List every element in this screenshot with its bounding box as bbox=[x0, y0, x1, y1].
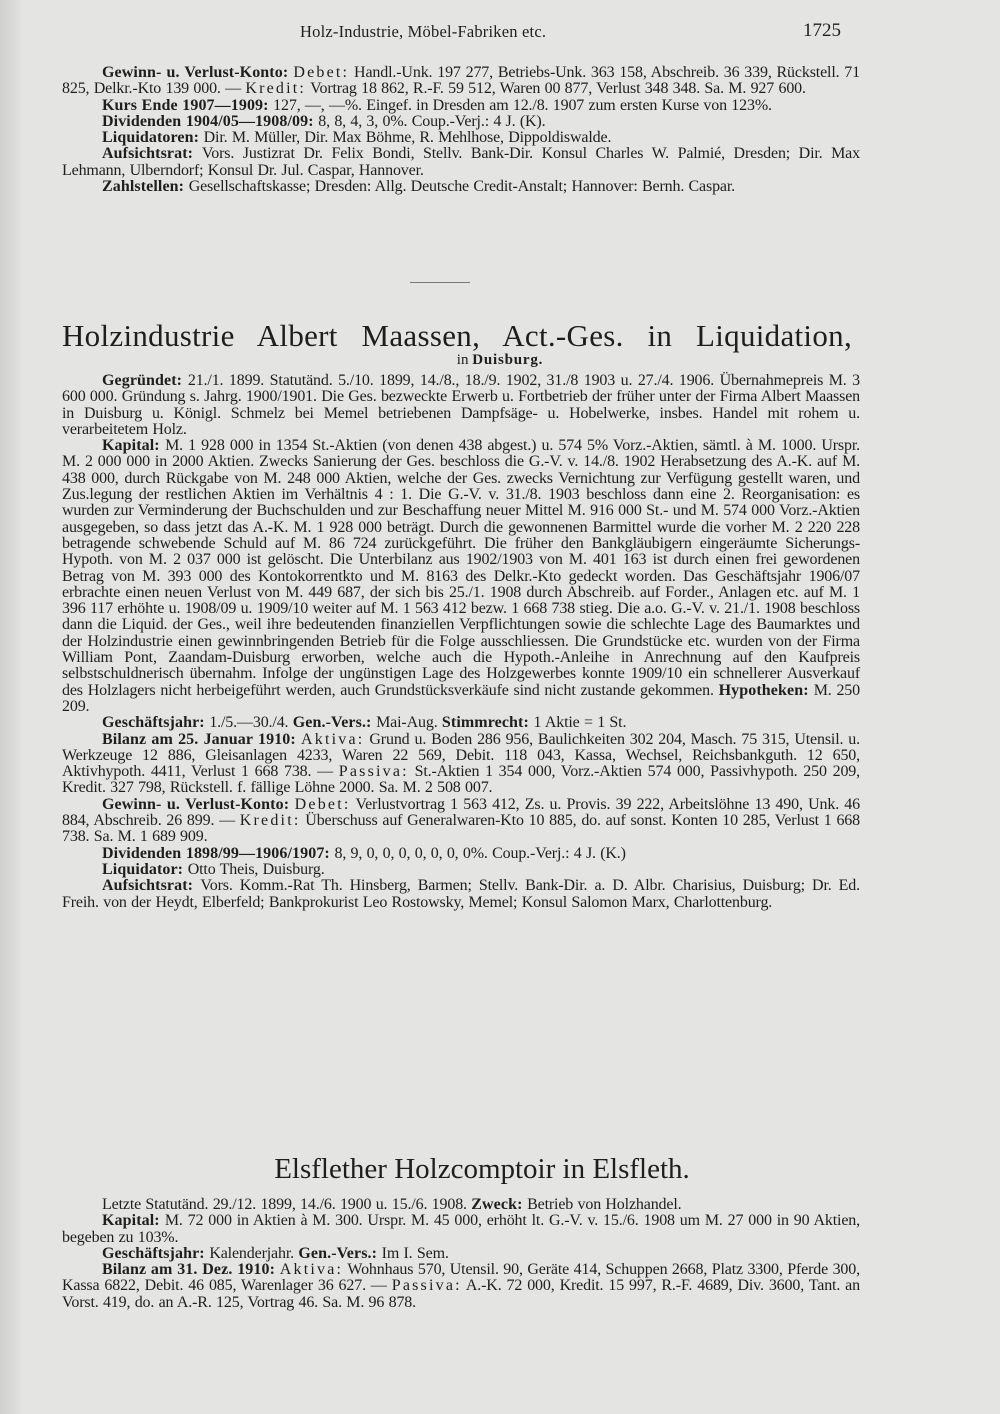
entry-text: Dir. M. Müller, Dir. Max Böhme, R. Mehlhose, Dippoldiswalde. bbox=[203, 129, 612, 147]
entry-label: Gen.-Vers.: bbox=[298, 1244, 382, 1262]
entry-label: Geschäftsjahr: bbox=[102, 714, 210, 732]
paragraph bbox=[62, 130, 860, 146]
paragraph bbox=[62, 114, 860, 130]
entry-label: Liquidatoren: bbox=[102, 129, 204, 147]
entry-text: Kalenderjahr. bbox=[209, 1244, 299, 1262]
entry-text: Mai-Aug. bbox=[376, 714, 442, 732]
entry-text: A.-K. 72 000, Kredit. 15 997, R.-F. 4689, Div. 3600, Tant. an Vorst. 419, do. an A.-R. 125, Vortrag 46. Sa. M. 96 878. bbox=[62, 1277, 860, 1311]
section-divider bbox=[410, 282, 470, 283]
account-side-label: Kredit: bbox=[239, 812, 301, 830]
section-maassen bbox=[62, 373, 860, 911]
entry-label: Hypotheken: bbox=[718, 681, 814, 699]
entry-text: Grund u. Boden 286 956, Baulichkeiten 302 204, Masch. 75 315, Utensil. u. Werkzeuge 12 886, Gleisanlagen 4233, Waren 22 569, Debit. 118 043, Kassa, Wechsel, Reichsbankguth. 12 650, Aktivhypoth. 4411, Verlust 1 668 738. — bbox=[62, 730, 861, 781]
entry-label: Gegründet: bbox=[102, 372, 188, 389]
paragraph bbox=[62, 65, 860, 98]
account-side-label: Passiva: bbox=[391, 1277, 462, 1295]
paragraph bbox=[62, 1246, 860, 1262]
paragraph bbox=[62, 179, 860, 195]
account-side-label: Debet: bbox=[293, 64, 350, 81]
paragraph bbox=[62, 1197, 860, 1213]
running-header bbox=[0, 22, 1000, 46]
account-side-label: Aktiva: bbox=[279, 1261, 344, 1279]
paragraph bbox=[62, 373, 860, 438]
entry-label: Bilanz am 25. Januar 1910: bbox=[102, 730, 302, 748]
entry-text: Handl.-Unk. 197 277, Betriebs-Unk. 363 158, Abschreib. 36 339, Rückstell. 71 825, Delkr.-Kto 139 000. — bbox=[62, 64, 860, 98]
entry-text: Betrieb von Holzhandel. bbox=[527, 1196, 682, 1213]
paragraph bbox=[62, 1262, 860, 1311]
entry-text: Verlustvortrag 1 563 412, Zs. u. Provis. 39 222, Arbeitslöhne 13 490, Unk. 46 884, Abschreib. 26 899. — bbox=[62, 795, 861, 830]
company-title-maassen: Holzindustrie Albert Maassen, Act.-Ges. in Liquidation, bbox=[62, 318, 852, 353]
account-side-label: Debet: bbox=[294, 795, 351, 813]
entry-text: Gesellschaftskasse; Dresden: Allg. Deutsche Credit-Anstalt; Hannover: Bernh. Caspar. bbox=[188, 178, 736, 196]
running-title: Holz-Industrie, Möbel-Fabriken etc. bbox=[300, 22, 547, 41]
entry-text: Vors. Komm.-Rat Th. Hinsberg, Barmen; Stellv. Bank-Dir. a. D. Albr. Charisius, Duisburg; Dr. Ed. Freih. von der Heydt, Elberfeld; Bankprokurist Leo Rostowsky, Memel; Konsul Salomon Marx, Charlottenburg. bbox=[62, 877, 861, 911]
page-number: 1725 bbox=[803, 20, 841, 41]
entry-text: Otto Theis, Duisburg. bbox=[187, 860, 325, 878]
entry-label: Kapital: bbox=[102, 437, 166, 455]
paragraph bbox=[62, 797, 860, 846]
entry-text: 127, —, —%. Eingef. in Dresden am 12./8. 1907 zum ersten Kurse von 123%. bbox=[273, 96, 772, 114]
entry-label: Dividenden 1898/99—1906/1907: bbox=[102, 844, 335, 862]
paragraph bbox=[62, 846, 860, 862]
entry-label: Aufsichtsrat: bbox=[102, 145, 202, 163]
paragraph bbox=[62, 732, 860, 797]
paragraph bbox=[62, 98, 860, 114]
entry-text: Vors. Justizrat Dr. Felix Bondi, Stellv. Bank-Dir. Konsul Charles W. Palmié, Dresden; Dir. Max Lehmann, Ulberndorf; Konsul Dr. Jul. Caspar, Hannover. bbox=[62, 145, 860, 179]
entry-text: 8, 8, 4, 3, 0%. Coup.-Verj.: 4 J. (K). bbox=[318, 112, 546, 130]
entry-text: M. 250 209. bbox=[62, 681, 860, 715]
paragraph bbox=[62, 146, 860, 179]
company-location bbox=[0, 352, 1000, 369]
company-title-elsfleth: Elsflether Holzcomptoir in Elsfleth. bbox=[274, 1153, 690, 1185]
entry-label: Geschäftsjahr: bbox=[102, 1244, 210, 1262]
entry-label: Kurs Ende 1907—1909: bbox=[102, 96, 274, 114]
entry-text: Vortrag 18 862, R.-F. 59 512, Waren 00 877, Verlust 348 348. Sa. M. 927 600. bbox=[306, 80, 806, 98]
entry-label: Dividenden 1904/05—1908/09: bbox=[102, 112, 319, 130]
entry-label: Stimmrecht: bbox=[441, 714, 534, 732]
entry-text: Überschuss auf Generalwaren-Kto 10 885, do. auf sonst. Konten 10 285, Verlust 1 668 738. Sa. M. 1 689 909. bbox=[62, 812, 860, 846]
paragraph bbox=[62, 715, 860, 731]
entry-label: Kapital: bbox=[102, 1212, 165, 1230]
section-continuation bbox=[62, 65, 860, 195]
account-side-label: Kredit: bbox=[245, 80, 307, 98]
entry-label: Bilanz am 31. Dez. 1910: bbox=[102, 1261, 280, 1279]
entry-label: Gewinn- u. Verlust-Konto: bbox=[102, 795, 295, 813]
entry-text: St.-Aktien 1 354 000, Vorz.-Aktien 574 000, Passivhypoth. 250 209, Kredit. 327 798, Rückstell. f. fällige Löhne 2000. Sa. M. 2 508 007. bbox=[62, 763, 860, 797]
paragraph bbox=[62, 1213, 860, 1246]
entry-text: 1./5.—30./4. bbox=[209, 714, 293, 732]
entry-label: Liquidator: bbox=[102, 860, 188, 878]
entry-text: Letzte Statutänd. 29./12. 1899, 14./6. 1900 u. 15./6. 1908. bbox=[102, 1196, 472, 1213]
account-side-label: Aktiva: bbox=[301, 730, 365, 748]
entry-label: Aufsichtsrat: bbox=[102, 877, 201, 895]
entry-text: 21./1. 1899. Statutänd. 5./10. 1899, 14./8., 18./9. 1902, 31./8 1903 u. 27./4. 1906. Übernahmepreis M. 3 600 000. Gründung s. Jahrg. 1900/1901. Die Ges. bezweckte Erwerb u. Fortbetrieb der früher unter der Firma Albert Maassen in Duisburg u. Königl. Schmelz bei Memel betriebenen Dampfsäge- u. Hobelwerke, insbes. Handel mit rohem u. verarbeitetem Holz. bbox=[62, 372, 860, 438]
adjacent-page-edge bbox=[0, 0, 22, 1414]
entry-text: 1 Aktie = 1 St. bbox=[533, 714, 627, 732]
location-prefix: in bbox=[456, 352, 473, 368]
entry-text: M. 1 928 000 in 1354 St.-Aktien (von denen 438 abgest.) u. 574 5% Vorz.-Aktien, sämtl. à M. 1000. Urspr. M. 2 000 000 in 2000 Aktien. Zwecks Sanierung der Ges. beschloss die G.-V. v. 14./8. 1902 Herabsetzung des A.-K. auf M. 438 000, durch Rückgabe von M. 248 000 Aktien, welche der Ges. zwecks Vernichtung zur Verfügung gestellt waren, und Zus.legung der restlichen Aktien im Verhältnis 4 : 1. Die G.-V. v. 31./8. 1903 beschloss dann eine 2. Reorganisation: es wurden zur Verminderung der Buchschulden und zur Beschaffung neuer Mittel M. 916 000 St.- und M. 574 000 Vorz.-Aktien ausgegeben, so dass jetzt das A.-K. M. 1 928 000 beträgt. Durch die gewonnenen Barmittel wurde die vorher M. 2 220 228 betragende schwebende Schuld auf M. 86 724 zurückgeführt. Die früher den Bankgläubigern eingeräumte Sicherungs-Hypoth. von M. 2 037 000 ist gelöscht. Die Unterbilanz aus 1902/1903 von M. 401 163 ist durch einen frei gewordenen Betrag von M. 393 000 des Kontokorrentkto und M. 8163 des Delkr.-Kto gedeckt worden. Das Geschäftsjahr 1906/07 erbrachte einen neuen Verlust von M. 449 687, der sich bis 25./1. 1908 durch Abschreib. auf Forder., Anlagen etc. auf M. 1 396 117 erhöhte u. 1908/09 u. 1909/10 weiter auf M. 1 563 412 bezw. 1 668 738 stieg. Die a.o. G.-V. v. 21./1. 1908 beschloss dann die Liquid. der Ges., weil ihre bedeutenden finanziellen Verpflichtungen sowie die schlechte Lage des Baumarktes und der Holzindustrie einen gewinnbringenden Betrieb für die Folge ausschliessen. Die Grundstücke etc. wurden von der Firma William Pont, Zaandam-Duisburg erworben, welche auch die Hypoth.-Anleihe in Anrechnung auf den Kaufpreis selbstschuldnerisch übernahm. Infolge der ungünstigen Lage des Holzgewerbes konnte 1909/10 ein schnellerer Ausverkauf des Holzlagers nicht herbeigeführt werden, auch Grundstücksverkäufe sind nicht zustande gekommen. bbox=[62, 437, 860, 699]
paragraph bbox=[62, 878, 860, 911]
paragraph bbox=[62, 862, 860, 878]
entry-label: Zweck: bbox=[471, 1196, 528, 1213]
entry-label: Zahlstellen: bbox=[102, 178, 189, 196]
section-elsfleth bbox=[62, 1197, 860, 1311]
entry-text: M. 72 000 in Aktien à M. 300. Urspr. M. 45 000, erhöht lt. G.-V. v. 15./6. 1908 um M. 27 000 in 90 Aktien, begeben zu 103%. bbox=[62, 1212, 860, 1246]
entry-text: 8, 9, 0, 0, 0, 0, 0, 0, 0%. Coup.-Verj.: 4 J. (K.) bbox=[334, 844, 626, 862]
entry-label: Gen.-Vers.: bbox=[292, 714, 377, 732]
account-side-label: Passiva: bbox=[338, 763, 409, 781]
location-city: Duisburg. bbox=[472, 352, 544, 368]
entry-text: Im I. Sem. bbox=[381, 1244, 449, 1262]
entry-text: Wohnhaus 570, Utensil. 90, Geräte 414, Schuppen 2668, Platz 3300, Pferde 300, Kassa 6822, Debit. 46 085, Warenlager 36 627. — bbox=[62, 1261, 860, 1295]
paragraph bbox=[62, 438, 860, 715]
entry-label: Gewinn- u. Verlust-Konto: bbox=[102, 64, 294, 81]
